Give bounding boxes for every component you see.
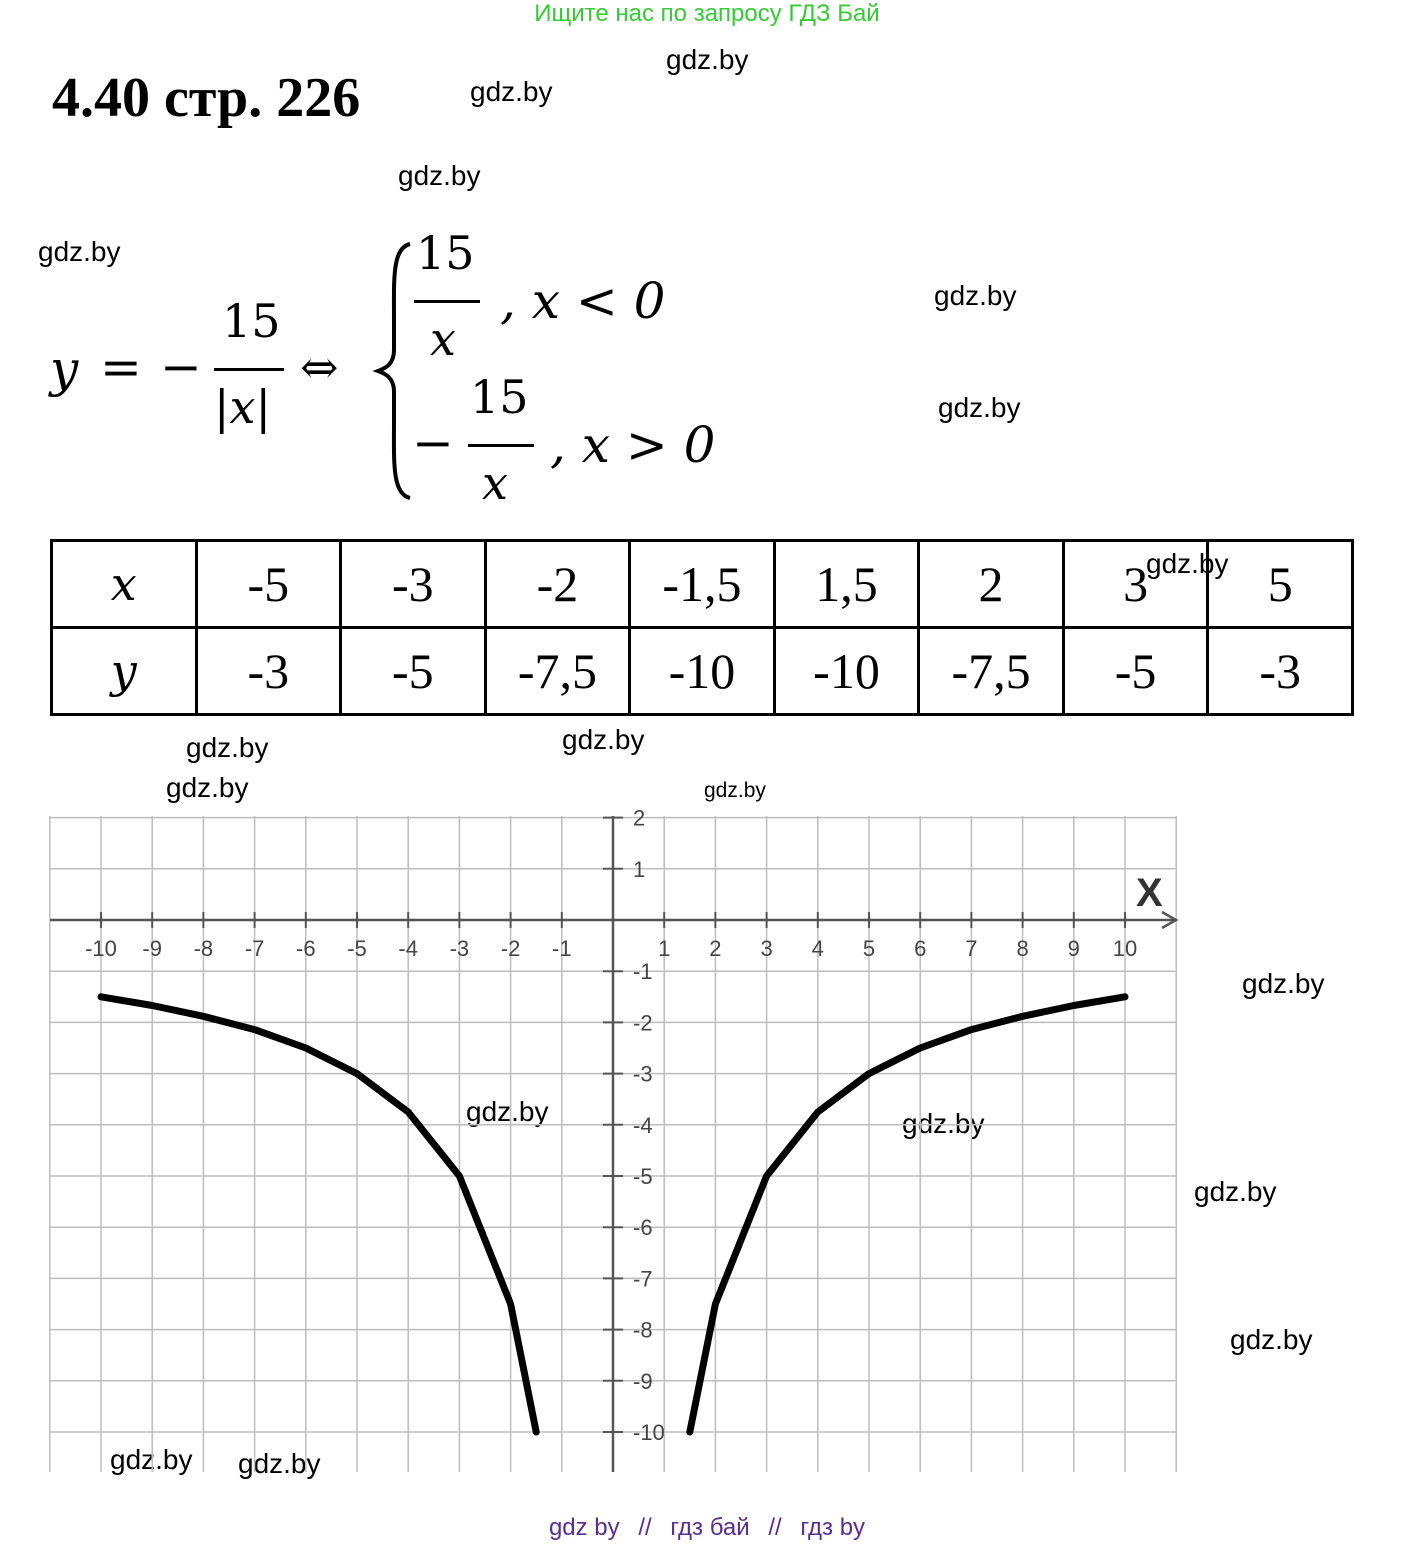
footer: [0, 1514, 1414, 1542]
x-tick-label: 4: [811, 936, 824, 961]
table-header-y: y: [52, 628, 197, 715]
curve-right-branch: [690, 997, 1125, 1432]
y-tick-label: -6: [633, 1215, 653, 1241]
table-cell: -3: [196, 628, 341, 715]
y-tick-label: 2: [633, 805, 646, 831]
fraction-bar: [414, 300, 480, 303]
table-cell: 1,5: [774, 541, 919, 628]
table-cell: -5: [196, 541, 341, 628]
case2-condition: , x > 0: [550, 416, 716, 474]
watermark: gdz.by: [110, 1444, 193, 1475]
formula-denominator: |x|: [214, 380, 271, 434]
table-row: [52, 541, 1353, 628]
watermark: gdz.by: [1230, 1324, 1313, 1355]
values-table: [50, 539, 1354, 716]
x-tick-label: -6: [296, 936, 316, 961]
x-tick-label: -4: [398, 936, 418, 961]
watermark: gdz.by: [466, 1096, 549, 1127]
y-tick-label: -3: [633, 1061, 653, 1087]
table-row: [52, 628, 1353, 715]
iff-symbol: ⇔: [300, 340, 339, 394]
x-tick-label: -1: [552, 936, 572, 961]
x-tick-label: -7: [244, 936, 265, 961]
y-tick-label: -2: [633, 1010, 653, 1036]
x-tick-label: 7: [965, 936, 978, 961]
y-tick-label: 1: [633, 856, 646, 882]
table-cell: 2: [919, 541, 1064, 628]
table-cell: -7,5: [485, 628, 630, 715]
fraction-bar: [214, 368, 284, 371]
y-tick-label: -7: [633, 1266, 653, 1292]
x-tick-label: 2: [709, 936, 722, 961]
table-cell: -10: [630, 628, 775, 715]
x-tick-label: 3: [760, 936, 773, 961]
y-tick-label: -10: [633, 1420, 665, 1445]
watermark: gdz.by: [1194, 1176, 1277, 1207]
case1-numerator: 15: [416, 226, 475, 280]
x-tick-label: -8: [193, 936, 214, 961]
search-banner: Ищите нас по запросу ГДЗ Бай: [534, 0, 880, 27]
table-cell: -2: [485, 541, 630, 628]
footer-separator: //: [638, 1514, 652, 1541]
case2-numerator: 15: [470, 370, 529, 424]
case1-denominator: x: [430, 312, 456, 366]
table-cell: 5: [1208, 541, 1353, 628]
y-tick-label: -9: [633, 1368, 653, 1394]
x-tick-label: 9: [1067, 936, 1080, 961]
curve-left-branch: [101, 997, 536, 1432]
x-tick-label: 10: [1112, 936, 1138, 961]
watermark: gdz.by: [186, 732, 269, 763]
footer-link[interactable]: gdz by: [548, 1514, 620, 1541]
x-tick-label: -2: [500, 936, 521, 961]
formula-equals: =: [100, 338, 142, 396]
watermark: gdz.by: [1146, 548, 1229, 579]
x-axis-label: X: [1136, 871, 1163, 915]
watermark: gdz.by: [666, 44, 749, 75]
case2-minus: −: [412, 414, 454, 472]
x-tick-label: -3: [449, 936, 470, 961]
table-cell: -3: [1208, 628, 1353, 715]
watermark: gdz.by: [934, 280, 1017, 311]
y-tick-label: -1: [633, 959, 653, 985]
watermark: gdz.by: [902, 1108, 985, 1139]
table-cell: -5: [1063, 628, 1208, 715]
table-cell: -10: [774, 628, 919, 715]
x-tick-label: 8: [1016, 936, 1029, 961]
y-tick-label: -8: [633, 1317, 653, 1343]
fraction-bar: [468, 444, 534, 447]
system-brace: [372, 240, 414, 502]
x-tick-label: 5: [862, 936, 876, 961]
watermark: gdz.by: [398, 160, 481, 191]
y-tick-label: -5: [633, 1164, 653, 1189]
formula-numerator: 15: [222, 294, 281, 348]
table-header-x: x: [52, 541, 197, 628]
y-tick-label: -4: [633, 1112, 653, 1138]
footer-separator: //: [768, 1514, 782, 1541]
watermark: gdz.by: [562, 724, 645, 755]
table-cell: -7,5: [919, 628, 1064, 715]
case2-denominator: x: [482, 456, 508, 510]
x-tick-label: 6: [914, 936, 927, 961]
watermark: gdz.by: [38, 236, 121, 267]
x-tick-label: -5: [347, 936, 367, 961]
watermark: gdz.by: [166, 772, 249, 803]
watermark: gdz.by: [938, 392, 1021, 423]
x-tick-label: 1: [658, 936, 671, 961]
table-cell: -5: [341, 628, 486, 715]
formula-minus: −: [160, 338, 202, 396]
case1-condition: , x < 0: [500, 272, 666, 330]
x-tick-label: -9: [142, 936, 162, 961]
formula-y: y: [50, 340, 79, 398]
watermark: gdz.by: [1242, 968, 1325, 999]
page-title: 4.40 стр. 226: [52, 67, 361, 129]
watermark: gdz.by: [704, 779, 766, 802]
table-cell: -3: [341, 541, 486, 628]
table-cell: 3: [1063, 541, 1208, 628]
x-tick-label: -10: [85, 936, 117, 961]
footer-link[interactable]: гдз by: [800, 1514, 866, 1541]
function-graph: [0, 800, 1414, 1480]
watermark: gdz.by: [238, 1448, 321, 1479]
watermark: gdz.by: [470, 76, 553, 107]
table-cell: -1,5: [630, 541, 775, 628]
footer-link[interactable]: гдз бай: [670, 1514, 750, 1541]
